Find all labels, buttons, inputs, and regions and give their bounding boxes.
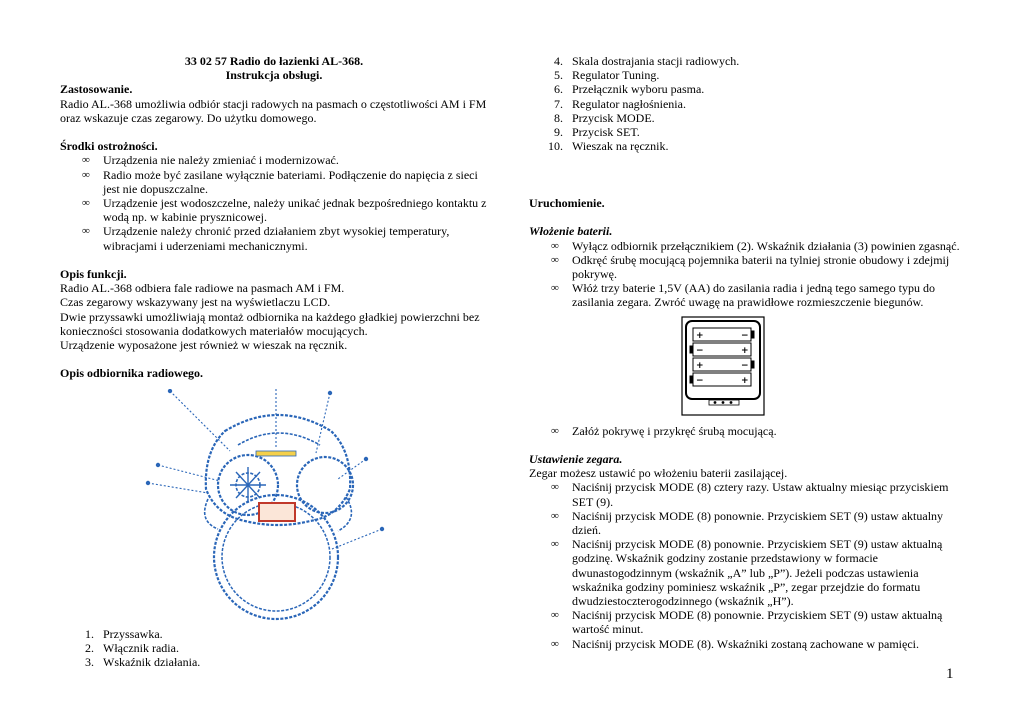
page-number: 1 <box>946 666 954 682</box>
doc-subtitle: Instrukcja obsługi. <box>225 68 323 83</box>
usage-text: Radio AL.-368 umożliwia odbiór stacji radowych na pasmach o częstotliwości AM i FM oraz wskazuje czas zegarowy. Do użytku domowego. <box>60 96 487 125</box>
function-line: Urządzenie wyposażone jest również w wieszak na ręcznik. <box>60 338 348 353</box>
list-item: ∞ Urządzenie jest wodoszczelne, należy unikać jednak bezpośredniego kontaktu z wodą np. w kabinie prysznicowej. <box>60 196 488 224</box>
safety-list <box>60 153 488 252</box>
list-item: 6. Przełącznik wyboru pasma. <box>554 82 705 97</box>
list-item: ∞ Urządzenie należy chronić przed działaniem zbyt wysokiej temperatury, wibracjami i uderzeniami mechanicznymi. <box>60 224 488 252</box>
list-item: ∞ Załóż pokrywę i przykręć śrubą mocującą. <box>529 424 961 438</box>
svg-text:−: − <box>741 330 749 341</box>
list-item: ∞ Naciśnij przycisk MODE (8) cztery razy. Ustaw aktualny miesiąc przyciskiem SET (9). <box>529 480 961 508</box>
svg-text:−: − <box>696 345 704 356</box>
svg-text:−: − <box>696 375 704 386</box>
safety-heading: Środki ostrożności. <box>60 139 158 154</box>
list-item: ∞ Włóż trzy baterie 1,5V (AA) do zasilania radia i jedną tego samego typu do zasilania zegara. Zwróć uwagę na prawidłowe rozmieszczenie biegunów. <box>529 281 961 309</box>
svg-text:+: + <box>741 375 749 386</box>
svg-text:−: − <box>741 360 749 371</box>
radio-diagram <box>120 389 420 621</box>
list-item: 8. Przycisk MODE. <box>554 110 655 125</box>
list-item: ∞ Radio może być zasilane wyłącznie bateriami. Podłączenie do napięcia z sieci jest nie dopuszczalne. <box>60 168 488 196</box>
list-item: ∞ Wyłącz odbiornik przełącznikiem (2). Wskaźnik działania (3) powinien zgasnąć. <box>529 239 961 253</box>
list-item: 5. Regulator Tuning. <box>554 68 660 83</box>
list-item: 1. Przyssawka. <box>85 626 163 641</box>
startup-heading: Uruchomienie. <box>529 195 605 210</box>
list-item: 7. Regulator nagłośnienia. <box>554 96 686 111</box>
function-line: Radio AL.-368 odbiera fale radiowe na pasmach AM i FM. <box>60 281 345 296</box>
list-item: 4. Skala dostrajania stacji radiowych. <box>554 54 740 68</box>
list-item: 10. Wieszak na ręcznik. <box>548 139 669 154</box>
list-item: ∞ Odkręć śrubę mocującą pojemnika baterii na tylniej stronie obudowy i zdejmij pokrywę. <box>529 253 961 281</box>
clock-intro: Zegar możesz ustawić po włożeniu baterii zasilającej. <box>529 466 788 481</box>
left-column <box>60 54 488 669</box>
list-item: ∞ Naciśnij przycisk MODE (8) ponownie. Przyciskiem SET (9) ustaw aktualny dzień. <box>529 509 961 537</box>
tuning-scale <box>256 451 296 456</box>
clock-heading: Ustawienie zegara. <box>529 451 623 466</box>
function-line: Dwie przyssawki umożliwiają montaż odbiornika na każdego gładkiej powierzchni bez konieczności stosowania dodatkowych materiałów mocujących. <box>60 309 480 338</box>
svg-text:+: + <box>696 330 704 341</box>
list-item: 9. Przycisk SET. <box>554 125 640 140</box>
battery-list <box>529 239 961 310</box>
lcd-display <box>259 503 295 521</box>
list-item: ∞ Naciśnij przycisk MODE (8) ponownie. Przyciskiem SET (9) ustaw aktualną wartość minut. <box>529 608 961 636</box>
battery-after-list <box>529 424 961 438</box>
doc-title: 33 02 57 Radio do łazienki AL-368. <box>184 54 364 68</box>
svg-text:+: + <box>741 345 749 356</box>
usage-heading: Zastosowanie. <box>60 82 133 97</box>
list-item: ∞ Naciśnij przycisk MODE (8). Wskaźniki zostaną zachowane w pamięci. <box>529 637 961 651</box>
function-heading: Opis funkcji. <box>60 267 127 282</box>
battery-heading: Włożenie baterii. <box>529 224 613 239</box>
function-line: Czas zegarowy wskazywany jest na wyświetlaczu LCD. <box>60 295 331 310</box>
parts-list-1 <box>60 627 488 670</box>
battery-compartment-diagram <box>681 316 765 416</box>
svg-text:+: + <box>696 360 704 371</box>
clock-list <box>529 480 961 650</box>
radio-desc-heading: Opis odbiornika radiowego. <box>60 366 204 381</box>
list-item: ∞ Urządzenia nie należy zmieniać i modernizować. <box>60 153 488 167</box>
list-item: 3. Wskaźnik działania. <box>85 655 201 670</box>
list-item: ∞ Naciśnij przycisk MODE (8) ponownie. Przyciskiem SET (9) ustaw aktualną godzinę. Wskaźnik godziny zostanie przedstawiony w formacie dwunastogodzinnym (wskaźnik „A” lub „P”). Jeżeli podczas ustawienia wskaźnika godziny pominiesz wskaźnik „P”, zegar przejdzie do formatu dwudziestoczterogodzinnego (wskaźnik „H”). <box>529 537 961 608</box>
upper-right-circle <box>297 457 353 513</box>
parts-list-2 <box>529 54 961 153</box>
list-item: 2. Włącznik radia. <box>85 640 179 655</box>
right-column <box>529 54 961 651</box>
